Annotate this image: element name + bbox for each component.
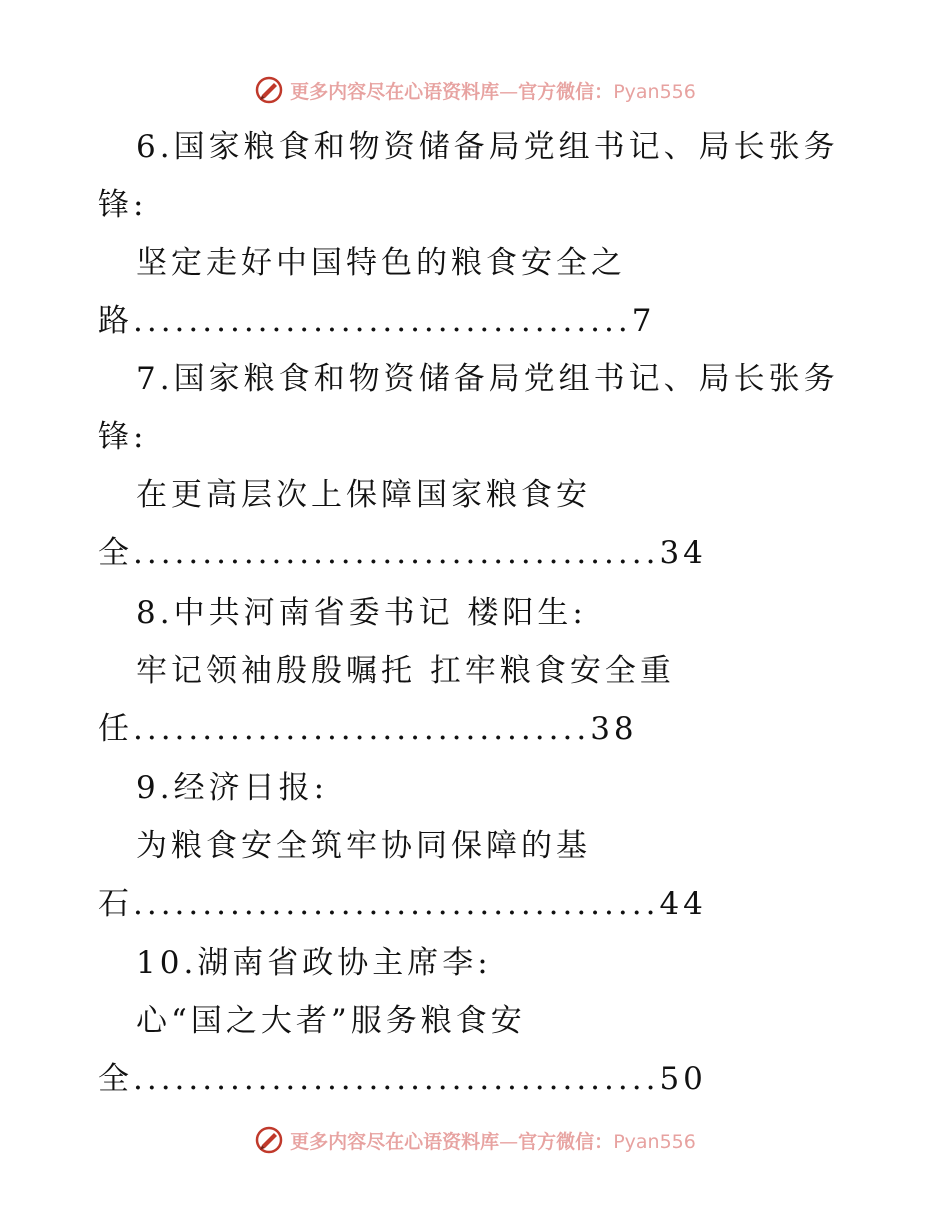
toc-entry-8-title: 牢记领袖殷殷嘱托 扛牢粮食安全重 (136, 653, 675, 689)
toc-entry-author: 湖南省政协主席李: (197, 945, 492, 981)
toc-leader-dots: ...................................... (133, 1061, 660, 1097)
toc-entry-title-end: 石 (98, 886, 133, 922)
banner-wechat-id: Pyan556 (613, 80, 696, 103)
toc-entry-number: 8. (136, 595, 174, 631)
toc-entry-number: 6. (136, 129, 174, 165)
toc-entry-title-end: 路 (98, 303, 133, 339)
toc-entry-10-author (136, 934, 492, 992)
toc-entry-7-author-cont: 锋: (98, 419, 148, 455)
toc-entry-title-end: 全 (98, 1061, 133, 1097)
toc-entry-author: 国家粮食和物资储备局党组书记、局长张务 (173, 361, 839, 397)
toc-entry-9-title: 为粮食安全筑牢协同保障的基 (136, 828, 591, 864)
banner-wechat-id: Pyan556 (613, 1130, 696, 1153)
toc-page-number: 50 (659, 1061, 707, 1097)
toc-entry-8-page-line (98, 700, 638, 758)
toc-entry-10-title: 心“国之大者”服务粮食安 (136, 1003, 526, 1039)
toc-entry-number: 10. (136, 945, 198, 981)
toc-entry-6-page-line (98, 292, 655, 350)
toc-entry-10-page-line (98, 1050, 707, 1108)
toc-entry-9-page-line (98, 875, 707, 933)
banner-main-text: 更多内容尽在心语资料库 (290, 1130, 500, 1153)
footer-banner (0, 1120, 950, 1160)
banner-separator: — (499, 1130, 519, 1153)
toc-page-number: 7 (631, 303, 656, 339)
toc-entry-author: 国家粮食和物资储备局党组书记、局长张务 (173, 129, 839, 165)
banner-text (290, 1127, 696, 1154)
toc-entry-number: 7. (136, 361, 174, 397)
toc-leader-dots: ...................................... (133, 535, 660, 571)
toc-entry-8-author (136, 584, 587, 642)
header-banner (0, 70, 950, 110)
toc-page-number: 38 (590, 711, 638, 747)
toc-entry-7-title: 在更高层次上保障国家粮食安 (136, 477, 591, 513)
toc-leader-dots: .................................... (133, 303, 632, 339)
toc-entry-number: 9. (136, 770, 174, 806)
toc-entry-6-author-cont: 锋: (98, 187, 148, 223)
banner-contact-text: 官方微信： (518, 1130, 614, 1153)
pen-logo-icon (254, 1125, 284, 1155)
banner-contact-text: 官方微信： (518, 80, 614, 103)
toc-entry-7-author (136, 350, 839, 408)
toc-entry-title-end: 任 (98, 711, 133, 747)
toc-entry-author: 经济日报: (173, 770, 329, 806)
toc-entry-6-title: 坚定走好中国特色的粮食安全之 (136, 245, 626, 281)
toc-entry-9-author (136, 759, 328, 817)
toc-page-number: 34 (659, 535, 707, 571)
toc-leader-dots: ................................. (133, 711, 591, 747)
toc-leader-dots: ...................................... (133, 886, 660, 922)
banner-text (290, 77, 696, 104)
toc-entry-6-author (136, 118, 839, 176)
toc-entry-author: 中共河南省委书记 楼阳生: (173, 595, 587, 631)
toc-entry-7-page-line (98, 524, 707, 582)
banner-main-text: 更多内容尽在心语资料库 (290, 80, 500, 103)
toc-page-number: 44 (659, 886, 707, 922)
pen-logo-icon (254, 75, 284, 105)
banner-separator: — (499, 80, 519, 103)
toc-entry-title-end: 全 (98, 535, 133, 571)
